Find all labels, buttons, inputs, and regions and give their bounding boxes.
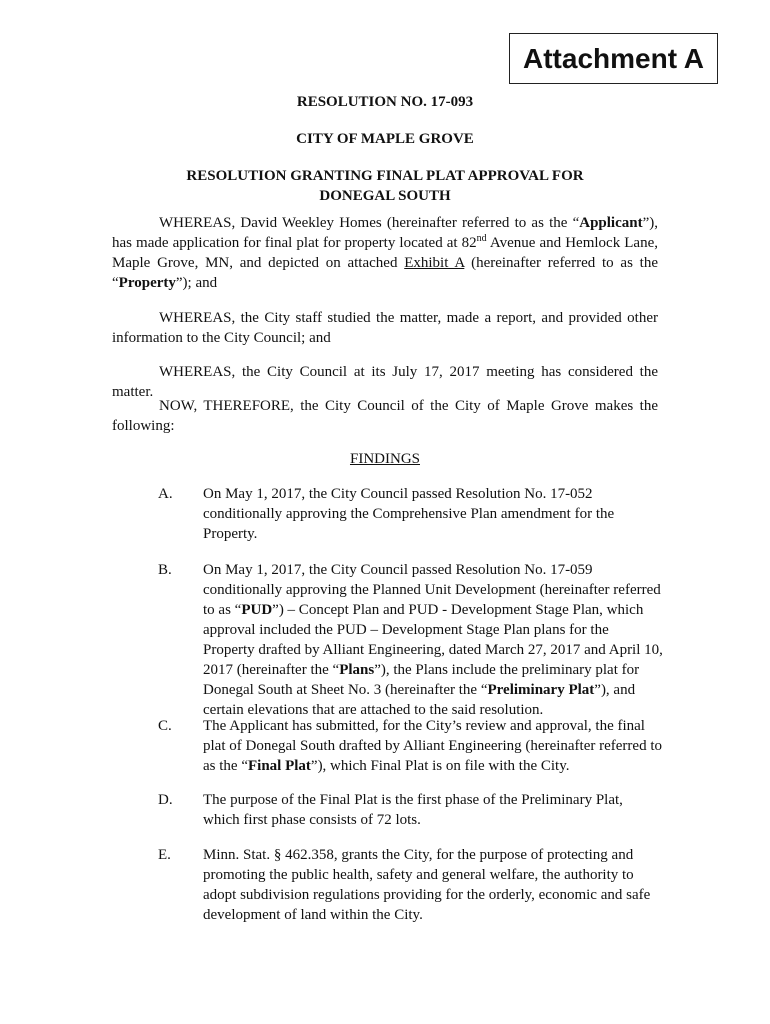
finding-text: Minn. Stat. § 462.358, grants the City, for the purpose of protecting and promoting the public health, safety and general welfare, the authority to adopt subdivision regulations providing for the orderly, economic and safe development of land within the City.: [203, 847, 651, 923]
text-run: ”), the Plans include the preliminary plat for Donegal South at Sheet No. 3 (hereinafter the “: [203, 662, 640, 698]
defined-term-applicant: Applicant: [579, 215, 643, 231]
finding-label: C.: [158, 718, 172, 734]
text-run: ”), and certain elevations that are attached to the said resolution.: [203, 682, 636, 718]
superscript: nd: [476, 233, 487, 244]
finding-text: [203, 716, 663, 776]
finding-label: A.: [158, 486, 173, 502]
exhibit-reference: Exhibit A: [404, 255, 465, 271]
finding-label: B.: [158, 562, 172, 578]
resolution-number: RESOLUTION NO. 17-093: [296, 94, 474, 110]
text-run: Avenue and Hemlock Lane, Maple Grove, MN, and depicted on attached: [112, 235, 659, 271]
finding-label: E.: [158, 847, 171, 863]
finding-text: The purpose of the Final Plat is the first phase of the Preliminary Plat, which first phase consists of 72 lots.: [203, 792, 623, 828]
finding-text: On May 1, 2017, the City Council passed Resolution No. 17-052 conditionally approving the Comprehensive Plan amendment for the Property.: [203, 486, 615, 542]
defined-term-pud: PUD: [241, 602, 273, 618]
text-run: The Applicant has submitted, for the City’s review and approval, the final plat of Donegal South drafted by Alliant Engineering (hereinafter referred to as the “: [203, 718, 662, 774]
text-run: ”); and: [175, 275, 218, 291]
text-run: WHEREAS, David Weekley Homes (hereinafter referred to as the “: [159, 215, 580, 231]
whereas-council-paragraph: WHEREAS, the City Council at its July 17, 2017 meeting has considered the matter.: [112, 364, 658, 400]
finding-text: [203, 560, 663, 720]
finding-label: D.: [158, 792, 173, 808]
title-line-1: RESOLUTION GRANTING FINAL PLAT APPROVAL FOR: [186, 168, 584, 184]
text-run: ”) – Concept Plan and PUD - Development Stage Plan, which approval included the PUD – Development Stage Plan plans for the Property drafted by Alliant Engineering, dated March 27, 2017 and April 10, 2017 (hereinafter the “: [203, 602, 663, 678]
text-run: On May 1, 2017, the City Council passed Resolution No. 17-059 conditionally approving the Planned Unit Development (hereinafter referred to as “: [203, 562, 661, 618]
defined-term-property: Property: [118, 275, 176, 291]
text-run: ”), has made application for final plat for property located at 82: [112, 215, 658, 251]
title-line-2: DONEGAL SOUTH: [319, 188, 451, 204]
resolution-title: [110, 166, 660, 206]
defined-term-preliminary-plat: Preliminary Plat: [487, 682, 595, 698]
now-therefore-paragraph: NOW, THEREFORE, the City Council of the City of Maple Grove makes the following:: [112, 398, 658, 434]
defined-term-plans: Plans: [339, 662, 375, 678]
defined-term-final-plat: Final Plat: [247, 758, 311, 774]
findings-heading: FINDINGS: [349, 451, 420, 467]
city-name: CITY OF MAPLE GROVE: [296, 131, 474, 147]
text-run: ”), which Final Plat is on file with the City.: [310, 758, 570, 774]
attachment-label: Attachment A: [509, 33, 718, 84]
whereas-staff-paragraph: WHEREAS, the City staff studied the matter, made a report, and provided other information to the City Council; and: [112, 310, 658, 346]
text-run: (hereinafter referred to as the “: [112, 255, 659, 291]
whereas-applicant-paragraph: [112, 213, 658, 293]
